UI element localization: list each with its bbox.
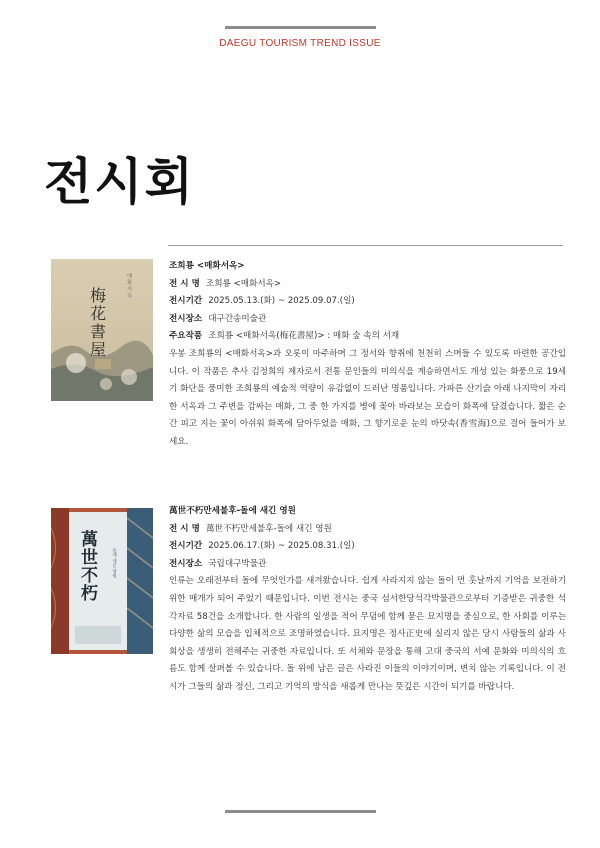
exhibition-name-row bbox=[169, 521, 566, 539]
exhibition-period-row bbox=[169, 293, 566, 311]
exhibition-description: 인류는 오래전부터 돌에 무엇인가를 새겨왔습니다. 쉽게 사라지지 않는 돌이 먼 훗날까지 기억을 보전하기 위한 매개가 되어 주었기 때문입니다. 이번 전시는 중국 섬서한당석각박물관으로부터 기증받은 귀중한 석각자료 58건을 소개합니다. 한 사람의 일생을 적어 무덤에 함께 묻은 묘지명을 중심으로, 한 사회를 이루는 다양한 삶의 모습을 입체적으로 조명하였습니다. 묘지명은 정사正史에 실리지 않은 당시 사람들의 삶과 사회상을 생생히 전해주는 귀중한 자료입니다. 또 서체와 문장을 통해 고대 중국의 서예 문화와 미의식의 흐름도 함께 살펴볼 수 있습니다. 돌 위에 남은 글은 사라진 이들의 이야기이며, 변치 않는 기록입니다. 이 전시가 그들의 삶과 정신, 그리고 기억의 방식을 새롭게 만나는 뜻깊은 시간이 되기를 바랍니다. bbox=[169, 576, 566, 692]
period-label: 전시기간 bbox=[169, 296, 203, 307]
name-value: 萬世不朽만세불후-돌에 새긴 영원 bbox=[205, 523, 332, 534]
exhibition-venue-row bbox=[169, 311, 566, 329]
poster-subtitle: 돌에 새긴 영원 bbox=[111, 548, 117, 578]
exhibition-entry-2 bbox=[169, 503, 566, 697]
top-rule bbox=[225, 26, 376, 29]
exhibition-entry-1 bbox=[169, 258, 566, 452]
period-value: 2025.05.13.(화) ~ 2025.09.07.(일) bbox=[208, 296, 355, 307]
works-value: 조희룡 <매화서옥(梅花書屋)> : 매화 숲 속의 서재 bbox=[208, 331, 400, 342]
poster-calligraphy: 萬世不朽 bbox=[77, 530, 97, 602]
name-label: 전 시 명 bbox=[169, 278, 200, 289]
venue-value: 대구간송미술관 bbox=[208, 313, 267, 324]
exhibition-heading: 조희룡 <매화서옥> bbox=[169, 261, 245, 271]
exhibition-venue-row bbox=[169, 556, 566, 574]
bottom-rule bbox=[225, 810, 376, 813]
venue-label: 전시장소 bbox=[169, 558, 203, 569]
page-title: 전시회 bbox=[44, 153, 195, 211]
issue-header: DAEGU TOURISM TREND ISSUE bbox=[219, 38, 381, 49]
poster-mansebulhu bbox=[51, 508, 153, 654]
poster-calligraphy: 梅花書屋 bbox=[87, 287, 107, 359]
exhibition-works-row bbox=[169, 328, 566, 346]
exhibition-name-row bbox=[169, 276, 566, 294]
exhibition-heading: 萬世不朽만세불후-돌에 새긴 영원 bbox=[169, 506, 296, 516]
exhibition-period-row bbox=[169, 538, 566, 556]
name-label: 전 시 명 bbox=[169, 523, 200, 534]
venue-value: 국립대구박물관 bbox=[208, 558, 267, 569]
poster-maehwa-seook bbox=[51, 259, 153, 401]
name-value: 조희룡 <매화서옥> bbox=[205, 278, 282, 289]
section-divider bbox=[168, 245, 563, 246]
poster-side-text: 매 화 서 옥 bbox=[126, 273, 132, 298]
venue-label: 전시장소 bbox=[169, 313, 203, 324]
works-label: 주요작품 bbox=[169, 331, 203, 342]
period-value: 2025.06.17.(화) ~ 2025.08.31.(일) bbox=[208, 541, 355, 552]
exhibition-description: 우봉 조희룡의 <매화서옥>과 오롯이 마주하며 그 정서와 향취에 천천히 스며들 수 있도록 마련한 공간입니다. 이 작품은 추사 김정희의 제자로서 전통 문인들의 미의식을 계승하면서도 개성 있는 화풍으로 19세기 화단을 풍미한 조희룡의 예술적 역량이 유감없이 드러난 명품입니다. 가파른 산기슭 아래 나지막이 자리한 서옥과 그 주변을 감싸는 매화, 그 중 한 가지를 병에 꽂아 바라보는 모습이 화폭에 담겼습니다. 짧은 순간 피고 지는 꽃이 아쉬워 화폭에 담아두었을 매화, 그 향기로운 눈의 바닷속(香雪海)으로 걸어 들어가 보세요. bbox=[169, 348, 566, 447]
period-label: 전시기간 bbox=[169, 541, 203, 552]
